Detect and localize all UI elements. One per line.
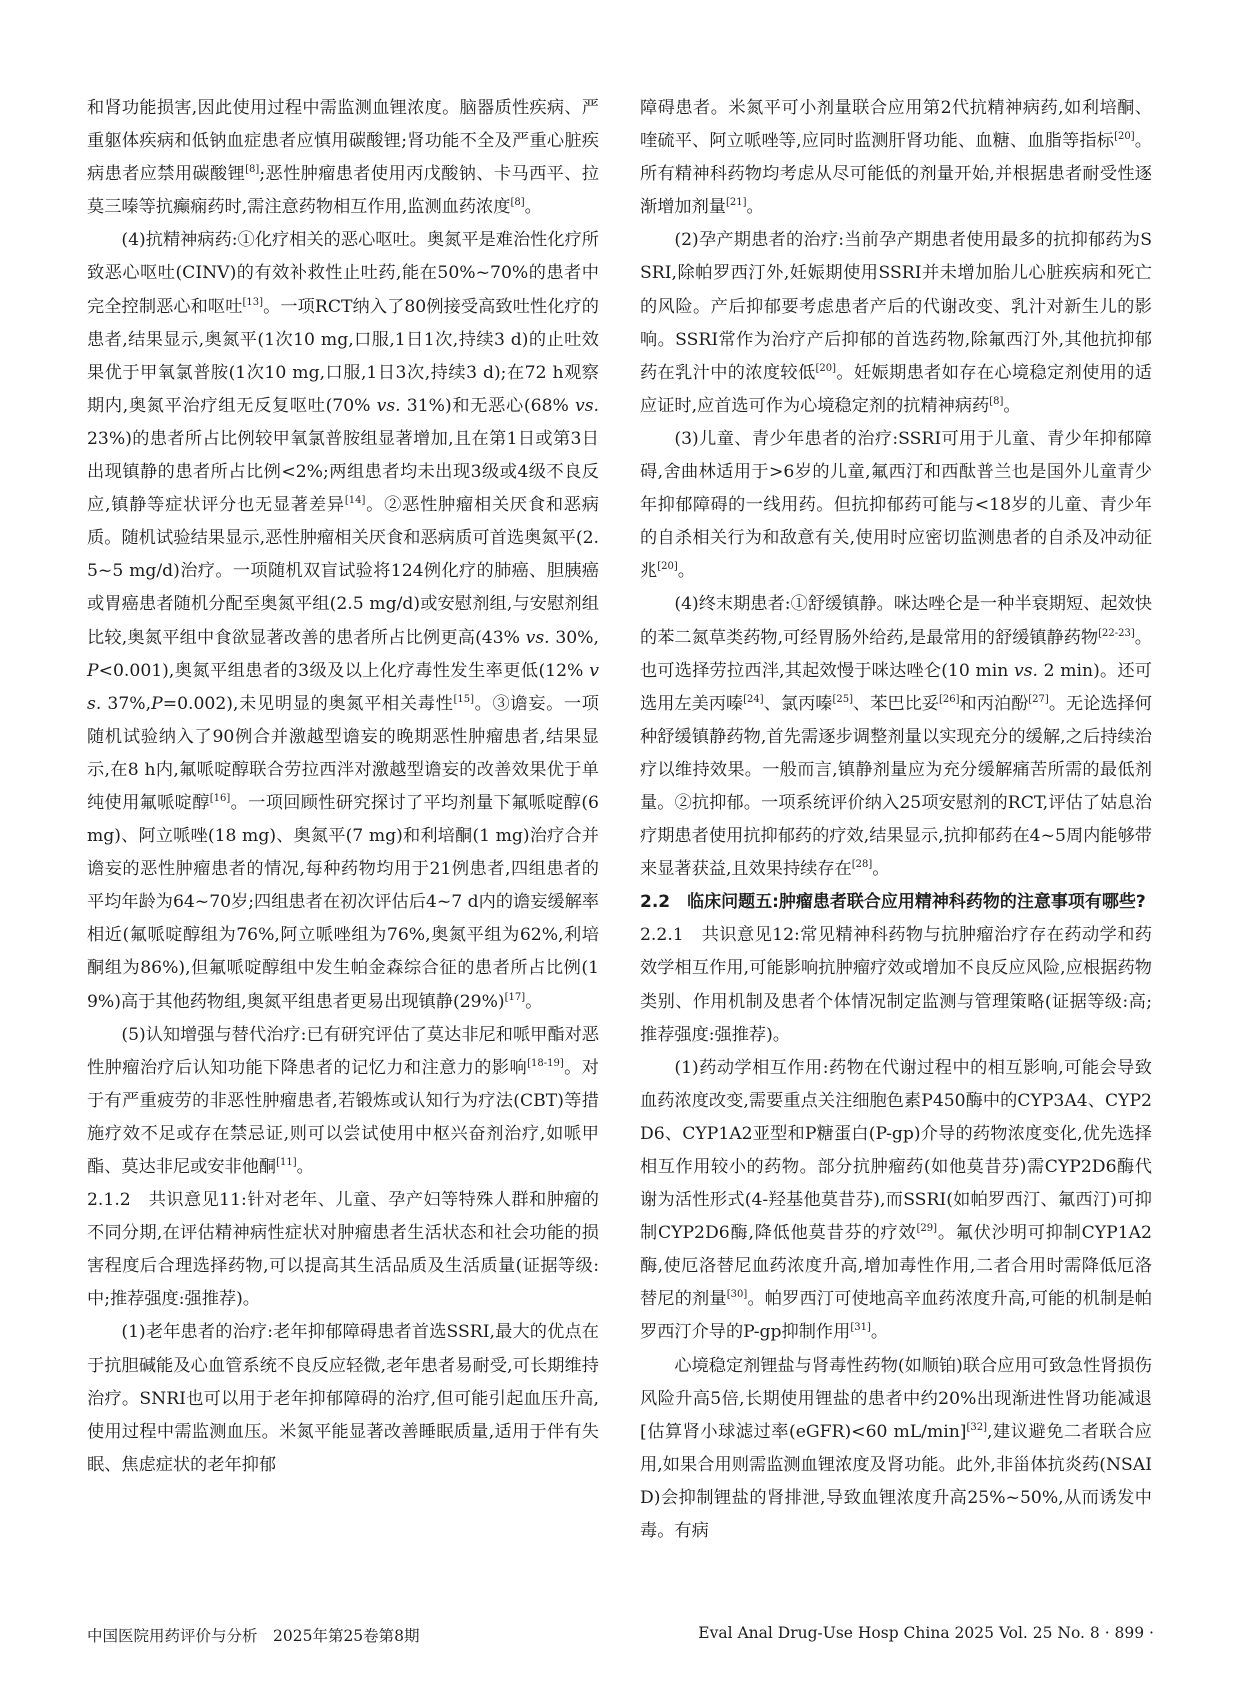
citation: [8] xyxy=(245,164,260,176)
paragraph-consensus-11: 2.1.2 共识意见11:针对老年、儿童、孕产妇等特殊人群和肿瘤的不同分期,在评估精神病性症状对肿瘤患者生活状态和社会功能的损害程度后合理选择药物,可以提高其生活品质及生活质量(证据等级:中;推荐强度:强推荐)。 xyxy=(87,1190,599,1310)
text: 。 xyxy=(296,1157,314,1177)
text: (2)孕产期患者的治疗:当前孕产期患者使用最多的抗抑郁药为SSRI,除帕罗西汀外,妊娠期使用SSRI并未增加胎儿心脏疾病和死亡的风险。产后抑郁要考虑患者产后的代谢改变、乳汁对新生儿的影响。SSRI常作为治疗产后抑郁的首选药物,除氟西汀外,其他抗抑郁药在乳汁中的浓度较低 xyxy=(640,230,1152,383)
text: ,建议避免二者联合应用,如果合用则需监测血锂浓度及肾功能。此外,非甾体抗炎药(NSAID)会抑制锂盐的肾排泄,导致血锂浓度升高25%~50%,从而诱发中毒。有病 xyxy=(640,1421,1152,1542)
text: 。妊娠期患者如存在心境稳定剂使用的适应证时,应首选可作为心境稳定剂的抗精神病药 xyxy=(640,362,1152,416)
text: 37%, xyxy=(101,693,152,714)
section-heading-2-2: 2.2 临床问题五:肿瘤患者联合应用精神科药物的注意事项有哪些? xyxy=(640,892,1146,913)
p-italic: P xyxy=(151,693,163,714)
text: 。所有精神科药物均考虑从尽可能低的剂量开始,并根据患者耐受性逐渐增加剂量 xyxy=(640,131,1152,218)
text: 23%)的患者所占比例较甲氧氯普胺组显著增加,且在第1日或第3日出现镇静的患者所占比例<2%;两组患者均未出现3级或4级不良反应,镇静等症状评分也无显著差异 xyxy=(87,428,599,516)
vs-italic: vs. xyxy=(575,395,599,416)
text: (3)儿童、青少年患者的治疗:SSRI可用于儿童、青少年抑郁障碍,舍曲林适用于>6岁的儿童,氟西汀和西酞普兰也是国外儿童青少年抑郁障碍的一线用药。但抗抑郁药可能与<18岁的儿童、青少年的自杀相关行为和敌意有关,使用时应密切监测患者的自杀及冲动征兆 xyxy=(640,428,1152,582)
text: <0.001),奥氮平组患者的3级及以上化疗毒性发生率更低(12% xyxy=(98,660,590,681)
paragraph-lithium-nephrotoxicity xyxy=(640,1350,1152,1549)
text: 。帕罗西汀可使地高辛血药浓度升高,可能的机制是帕罗西汀介导的P-gp抑制作用 xyxy=(640,1289,1152,1343)
text: 。一项回顾性研究探讨了平均剂量下氟哌啶醇(6 mg)、阿立哌唑(18 mg)、奥氮平(7 mg)和利培酮(1 mg)治疗合并谵妄的恶性肿瘤患者的情况,每种药物均用于21例患者,四组患者的平均年龄为64~70岁;四组患者在初次评估后4~7 d内的谵妄缓解率相近(氟哌啶醇组为76%,阿立哌唑组为76%,奥氮平组为62%,利培酮组为86%),但氟哌啶醇组中发生帕金森综合征的患者所占比例(19%)高于其他药物组,奥氮平组患者更易出现镇静(29%) xyxy=(87,792,599,1012)
text: 30%, xyxy=(549,627,599,648)
citation: [8] xyxy=(989,395,1004,407)
paragraph-cognitive-enhancement xyxy=(87,1019,599,1184)
text: (4)终末期患者:①舒缓镇静。咪达唑仑是一种半衰期短、起效快的苯二氮草类药物,可经胃肠外给药,是最常用的舒缓镇静药物 xyxy=(640,594,1152,648)
paragraph-pregnancy xyxy=(640,224,1152,423)
paragraph-pharmacokinetics xyxy=(640,1052,1152,1350)
text: 。②恶性肿瘤相关厌食和恶病质。随机试验结果显示,恶性肿瘤相关厌食和恶病质可首选奥氮平(2.5~5 mg/d)治疗。一项随机双盲试验将124例化疗的肺癌、胆胰癌或胃癌患者随机分配至奥氮平组(2.5 mg/d)或安慰剂组,与安慰剂组比较,奥氮平组中食欲显著改善的患者所占比例更高(43% xyxy=(87,495,599,648)
citation: [24] xyxy=(743,693,764,705)
left-column xyxy=(87,92,599,1482)
paragraph-mirtazapine xyxy=(640,92,1152,224)
journal-footer-left: 中国医院用药评价与分析 2025年第25卷第8期 xyxy=(87,1627,420,1645)
citation: [32] xyxy=(966,1421,988,1433)
text: 2 min)。还可选用左美丙嗪 xyxy=(640,660,1152,714)
text: ;恶性肿瘤患者使用丙戊酸钠、卡马西平、拉莫三嗪等抗癫痫药时,需注意药物相互作用,监测血药浓度 xyxy=(87,164,599,218)
citation: [20] xyxy=(815,362,837,374)
text: 障碍患者。米氮平可小剂量联合应用第2代抗精神病药,如利培酮、喹硫平、阿立哌唑等,应同时监测肝肾功能、血糖、血脂等指标 xyxy=(640,98,1152,152)
citation: [15] xyxy=(453,693,474,705)
citation: [29] xyxy=(916,1223,938,1235)
paragraph-elderly-treatment: (1)老年患者的治疗:老年抑郁障碍患者首选SSRI,最大的优点在于抗胆碱能及心血管系统不良反应轻微,老年患者易耐受,可长期维持治疗。SNRI也可以用于老年抑郁障碍的治疗,但可能引起血压升高,使用过程中需监测血压。米氮平能显著改善睡眠质量,适用于伴有失眠、焦虑症状的老年抑郁 xyxy=(87,1322,599,1475)
text: 。 xyxy=(524,197,542,218)
paragraph-terminal xyxy=(640,588,1152,886)
citation: [28] xyxy=(851,859,873,871)
journal-footer-right: Eval Anal Drug-Use Hosp China 2025 Vol. 25 No. 8 · 899 · xyxy=(698,1624,1154,1642)
text: 、氯丙嗪 xyxy=(763,693,833,714)
paragraph-antipsychotics xyxy=(87,224,599,1018)
text: (1)药动学相互作用:药物在代谢过程中的相互影响,可能会导致血药浓度改变,需要重点关注细胞色素P450酶中的CYP3A4、CYP2D6、CYP1A2亚型和P糖蛋白(P-gp)介导的药物浓度变化,优先选择相互作用较小的药物。部分抗肿瘤药(如他莫昔芬)需CYP2D6酶代谢为活性形式(4-羟基他莫昔芬),而SSRI(如帕罗西汀、氟西汀)可抑制CYP2D6酶,降低他莫昔芬的疗效 xyxy=(640,1057,1152,1244)
citation: [18-19] xyxy=(527,1057,564,1069)
text: 。氟伏沙明可抑制CYP1A2酶,使厄洛替尼血药浓度升高,增加毒性作用,二者合用时需降低厄洛替尼的剂量 xyxy=(640,1223,1152,1310)
text: 。 xyxy=(525,991,543,1012)
paragraph-lithium-monitoring xyxy=(87,92,599,224)
citation: [31] xyxy=(850,1322,871,1334)
text: 、苯巴比妥 xyxy=(853,693,939,714)
citation: [25] xyxy=(832,693,853,705)
right-column xyxy=(640,92,1152,1548)
text: 。③谵妄。一项随机试验纳入了90例合并激越型谵妄的晚期恶性肿瘤患者,结果显示,在8 h内,氟哌啶醇联合劳拉西泮对激越型谵妄的改善效果优于单纯使用氟哌啶醇 xyxy=(87,693,599,813)
text: 。一项RCT纳入了80例接受高致吐性化疗的患者,结果显示,奥氮平(1次10 mg,口服,1日1次,持续3 d)的止吐效果优于甲氧氯普胺(1次10 mg,口服,1日3次,持续3 d);在72 h观察期内,奥氮平治疗组无反复呕吐(70% xyxy=(87,296,599,416)
text: 和肾功能损害,因此使用过程中需监测血锂浓度。脑器质性疾病、严重躯体疾病和低钠血症患者应慎用碳酸锂;肾功能不全及严重心脏疾病患者应禁用碳酸锂 xyxy=(87,98,599,185)
text: 。无论选择何种舒缓镇静药物,首先需逐步调整剂量以实现充分的缓解,之后持续治疗以维持效果。一般而言,镇静剂量应为充分缓解痛苦所需的最低剂量。②抗抑郁。一项系统评价纳入25项安慰剂的RCT,评估了姑息治疗期患者使用抗抑郁药的疗效,结果显示,抗抑郁药在4~5周内能够带来显著获益,且效果持续存在 xyxy=(640,693,1152,880)
citation: [16] xyxy=(209,792,231,804)
vs-italic: vs. xyxy=(376,395,401,416)
citation: [8] xyxy=(510,197,525,209)
citation: [14] xyxy=(344,495,366,507)
citation: [20] xyxy=(1114,131,1135,143)
text: 。 xyxy=(872,859,890,880)
citation: [11] xyxy=(276,1157,297,1168)
text: (5)认知增强与替代治疗:已有研究评估了莫达非尼和哌甲酯对恶性肿瘤治疗后认知功能下降患者的记忆力和注意力的影响 xyxy=(87,1024,599,1078)
citation: [22-23] xyxy=(1098,627,1135,639)
p-italic: P xyxy=(87,660,99,681)
paragraph-children xyxy=(640,423,1152,588)
citation: [20] xyxy=(657,561,678,573)
vs-italic: vs. xyxy=(525,627,550,648)
text: (4)抗精神病药:①化疗相关的恶心呕吐。奥氮平是难治性化疗所致恶心呕吐(CINV)的有效补救性止吐药,能在50%~70%的患者中完全控制恶心和呕吐 xyxy=(87,230,599,317)
text: 。也可选择劳拉西泮,其起效慢于咪达唑仑(10 min xyxy=(640,627,1152,681)
citation: [13] xyxy=(242,296,263,308)
citation: [26] xyxy=(938,693,960,705)
text: 。 xyxy=(677,561,695,582)
text: 。 xyxy=(870,1322,889,1343)
paragraph-consensus-12: 2.2.1 共识意见12:常见精神科药物与抗肿瘤治疗存在药动学和药效学相互作用,可能影响抗肿瘤疗效或增加不良反应风险,应根据药物类别、作用机制及患者个体情况制定监测与管理策略(证据等级:高;推荐强度:强推荐)。 xyxy=(640,925,1152,1045)
text: 31%)和无恶心(68% xyxy=(400,395,575,416)
text: 心境稳定剂锂盐与肾毒性药物(如顺铂)联合应用可致急性肾损伤风险升高5倍,长期使用锂盐的患者中约20%出现渐进性肾功能减退[估算肾小球滤过率(eGFR)<60 mL/min] xyxy=(640,1355,1152,1442)
text: 和丙泊酚 xyxy=(959,693,1029,714)
vs-italic: vs. xyxy=(87,660,599,714)
citation: [30] xyxy=(726,1289,748,1301)
text: 。 xyxy=(1003,395,1021,416)
citation: [17] xyxy=(504,991,526,1003)
citation: [21] xyxy=(725,197,747,209)
text: 。对于有严重疲劳的非恶性肿瘤患者,若锻炼或认知行为疗法(CBT)等措施疗效不足或存在禁忌证,则可以尝试使用中枢兴奋剂治疗,如哌甲酯、莫达非尼或安非他酮 xyxy=(87,1057,599,1177)
citation: [27] xyxy=(1028,693,1049,705)
text: 。 xyxy=(746,197,764,218)
text: =0.002),未见明显的奥氮平相关毒性 xyxy=(162,693,454,714)
vs-italic: vs. xyxy=(1014,660,1038,681)
